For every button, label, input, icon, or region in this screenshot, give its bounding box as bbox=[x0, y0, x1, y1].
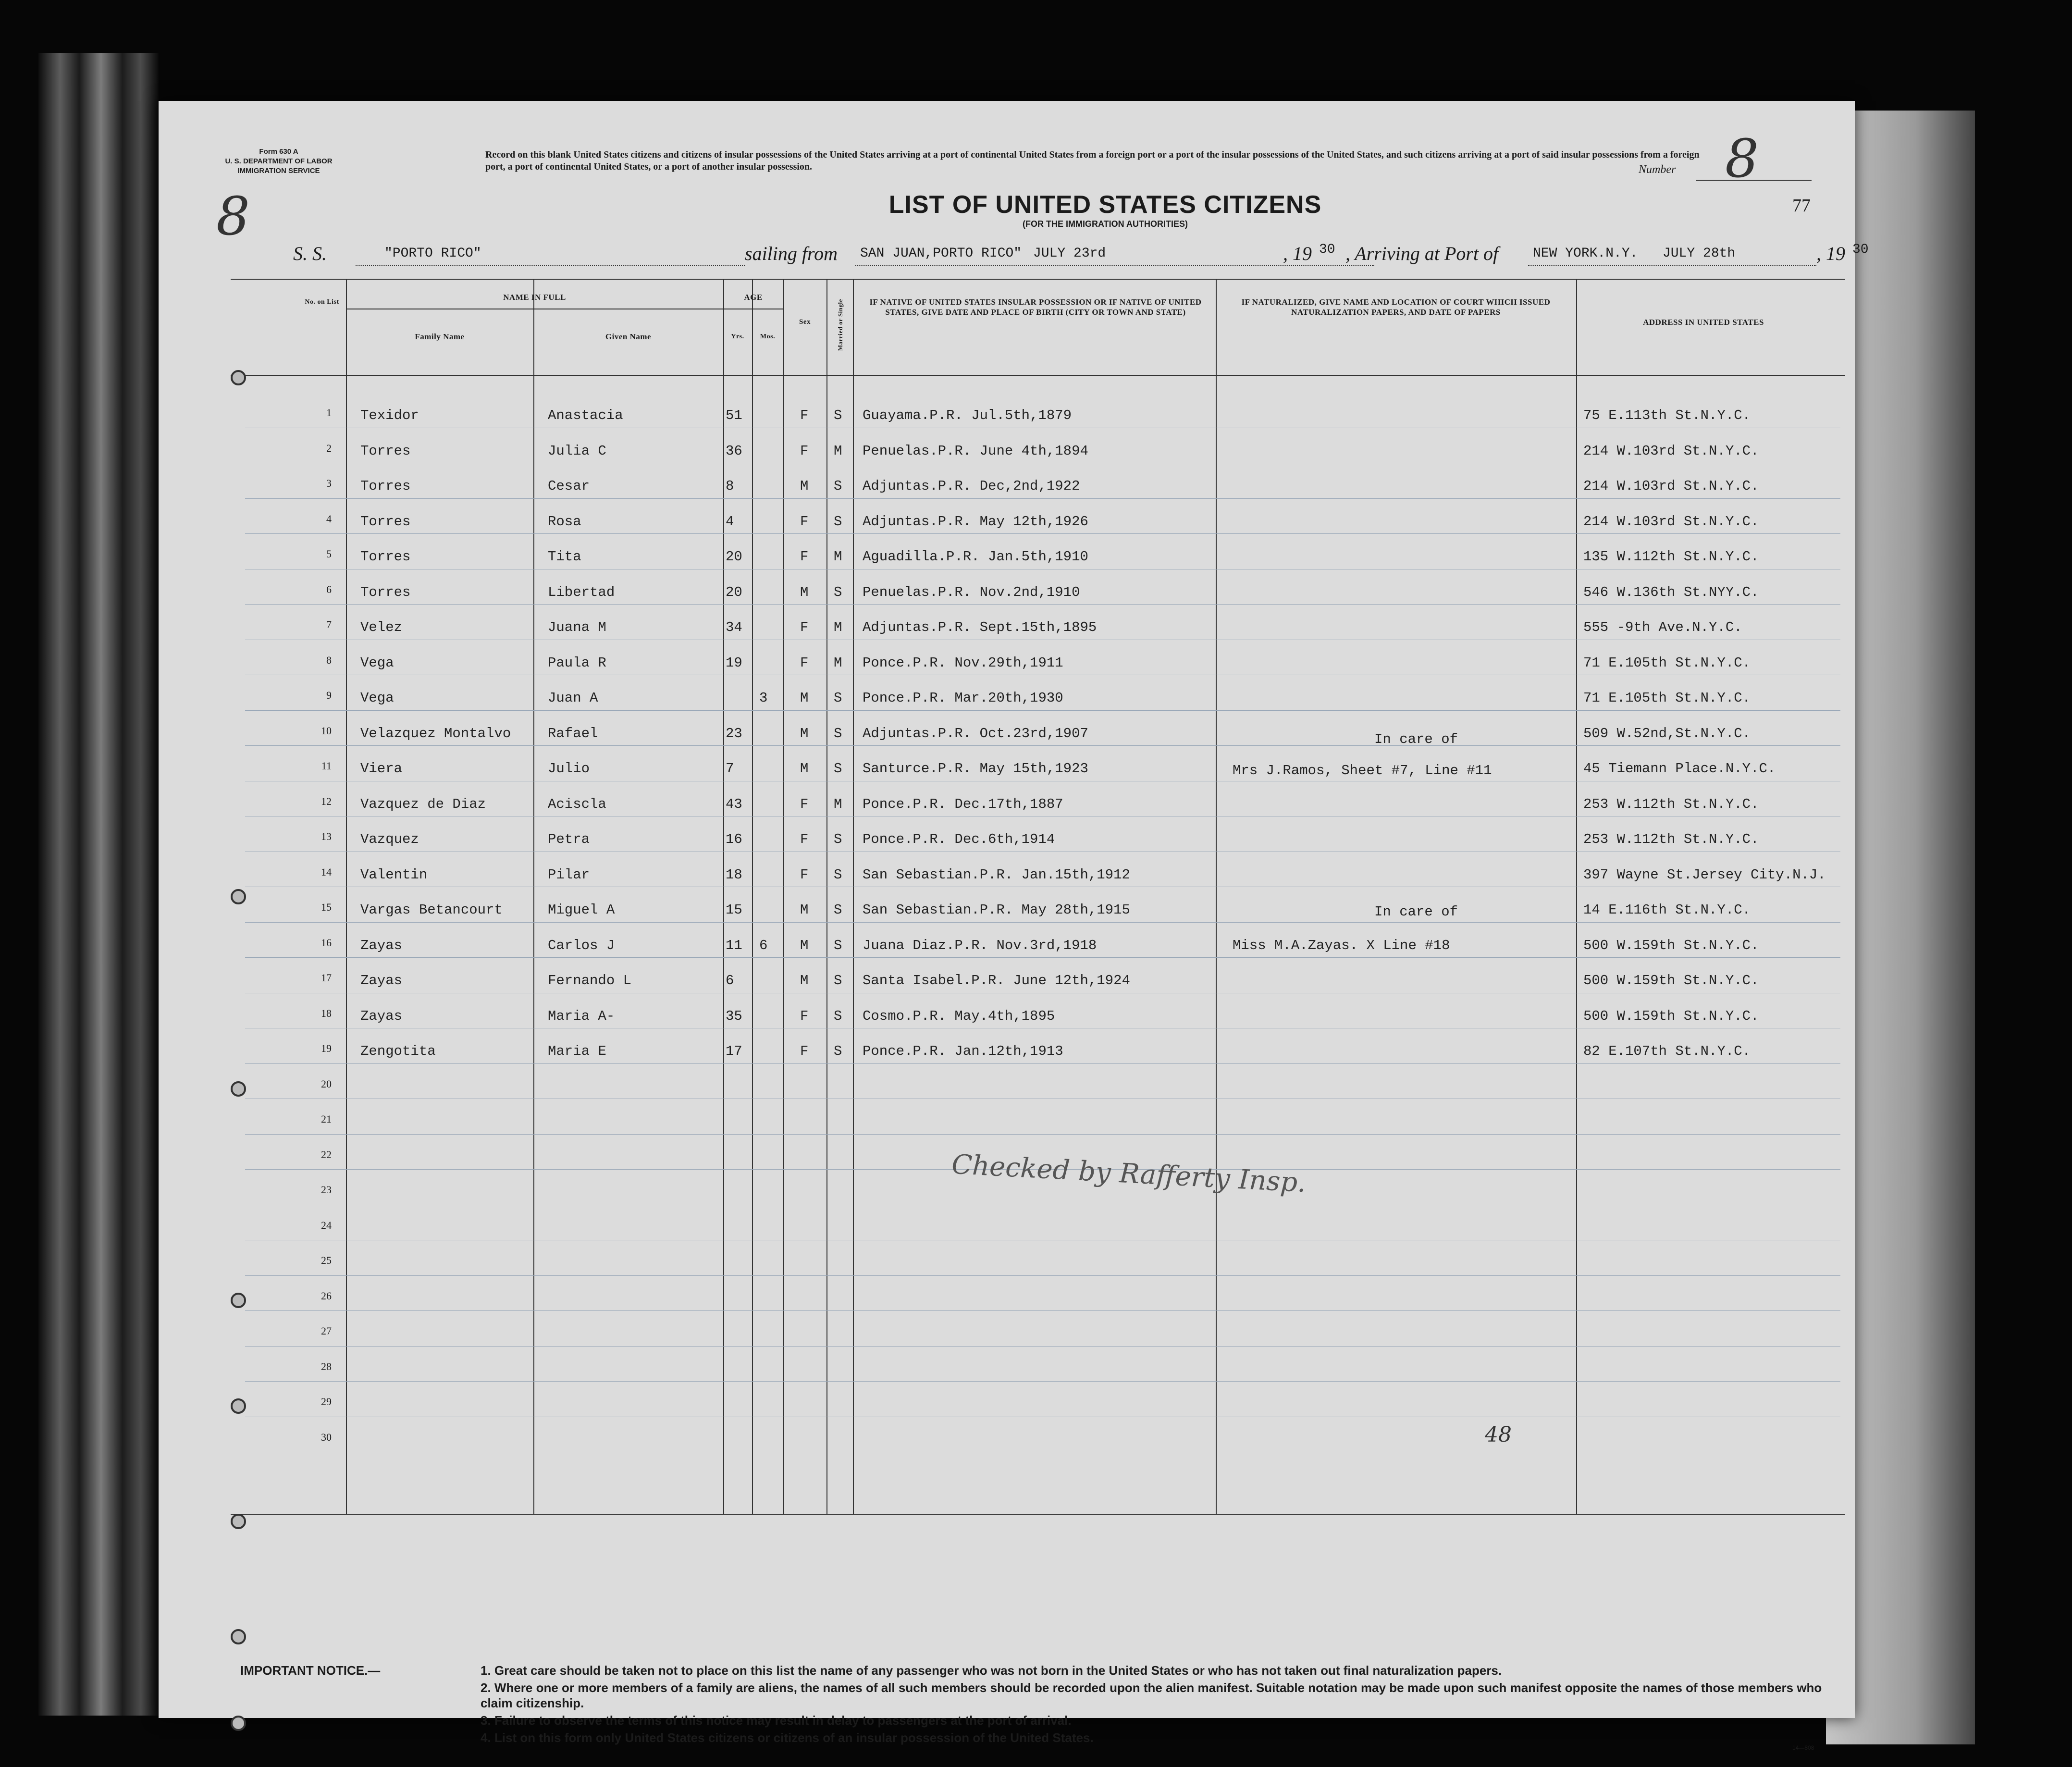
address-cell: 45 Tiemann Place.N.Y.C. bbox=[1583, 761, 1776, 777]
col-line-mos bbox=[783, 279, 784, 1514]
binder-edge bbox=[38, 53, 159, 1716]
address-cell: 71 E.105th St.N.Y.C. bbox=[1583, 655, 1751, 671]
naturalization-cell: In care of bbox=[1374, 731, 1458, 747]
naturalization-cell: In care of bbox=[1374, 904, 1458, 920]
given-name-cell: Tita bbox=[548, 549, 581, 565]
family-name-cell: Zengotita bbox=[360, 1043, 436, 1059]
family-name-cell: Zayas bbox=[360, 937, 403, 953]
marital-status-cell: S bbox=[834, 902, 842, 918]
family-name-cell: Torres bbox=[360, 584, 411, 600]
age-years-cell: 8 bbox=[726, 478, 734, 494]
row-number: 18 bbox=[321, 1007, 332, 1019]
family-name-cell: Torres bbox=[360, 513, 411, 530]
number-underline bbox=[1696, 180, 1812, 181]
address-cell: 397 Wayne St.Jersey City.N.J. bbox=[1583, 866, 1826, 883]
row-number: 24 bbox=[321, 1219, 332, 1231]
row-number: 11 bbox=[321, 760, 332, 772]
row-number: 5 bbox=[326, 548, 332, 560]
header-sex: Sex bbox=[799, 318, 811, 326]
sail-year: 30 bbox=[1319, 242, 1335, 257]
address-cell: 75 E.113th St.N.Y.C. bbox=[1583, 408, 1751, 423]
address-cell: 214 W.103rd St.N.Y.C. bbox=[1583, 513, 1759, 530]
family-name-cell: Zayas bbox=[360, 973, 403, 989]
age-years-cell: 20 bbox=[726, 549, 742, 565]
marital-status-cell: S bbox=[834, 761, 842, 777]
notice-label: IMPORTANT NOTICE.— bbox=[240, 1663, 381, 1678]
row-rule bbox=[245, 1275, 1840, 1276]
sex-cell: M bbox=[800, 902, 809, 918]
row-number: 14 bbox=[321, 865, 332, 878]
birth-place-date-cell: Ponce.P.R. Dec.17th,1887 bbox=[863, 796, 1063, 812]
port-line bbox=[1528, 265, 1816, 266]
address-cell: 82 E.107th St.N.Y.C. bbox=[1583, 1043, 1751, 1059]
row-number: 21 bbox=[321, 1113, 332, 1125]
row-rule bbox=[245, 745, 1840, 746]
marital-status-cell: S bbox=[834, 866, 842, 883]
age-years-cell: 20 bbox=[726, 584, 742, 600]
row-rule bbox=[245, 604, 1840, 605]
sex-cell: F bbox=[800, 513, 809, 530]
col-line-birth bbox=[1216, 279, 1217, 1514]
header-mos: Mos. bbox=[760, 333, 776, 340]
family-name-cell: Vazquez bbox=[360, 831, 419, 847]
department: U. S. DEPARTMENT OF LABOR bbox=[225, 157, 333, 165]
marital-status-cell: M bbox=[834, 655, 842, 671]
age-years-cell: 4 bbox=[726, 513, 734, 530]
age-years-cell: 17 bbox=[726, 1043, 742, 1059]
col-line-given bbox=[723, 279, 724, 1514]
family-name-cell: Velazquez Montalvo bbox=[360, 725, 511, 741]
header-married-single: Married or Single bbox=[837, 299, 844, 351]
row-rule bbox=[245, 922, 1840, 923]
age-years-cell: 23 bbox=[726, 725, 742, 741]
sailing-from: SAN JUAN,PORTO RICO" bbox=[860, 246, 1022, 261]
family-name-cell: Viera bbox=[360, 761, 403, 777]
address-cell: 214 W.103rd St.N.Y.C. bbox=[1583, 443, 1759, 459]
punch-hole bbox=[231, 1716, 246, 1731]
marital-status-cell: M bbox=[834, 443, 842, 459]
age-years-cell: 6 bbox=[726, 973, 734, 989]
birth-place-date-cell: Adjuntas.P.R. Sept.15th,1895 bbox=[863, 619, 1097, 635]
address-cell: 555 -9th Ave.N.Y.C. bbox=[1583, 619, 1742, 635]
service: IMMIGRATION SERVICE bbox=[237, 167, 320, 175]
ship-line bbox=[356, 265, 745, 266]
family-name-cell: Vega bbox=[360, 655, 394, 671]
punch-hole bbox=[231, 1629, 246, 1644]
footer-code: 14—808 bbox=[1792, 1744, 1814, 1751]
sex-cell: F bbox=[800, 408, 809, 423]
family-name-cell: Zayas bbox=[360, 1008, 403, 1024]
arriving-label: , Arriving at Port of bbox=[1345, 243, 1499, 264]
given-name-cell: Julia C bbox=[548, 443, 606, 459]
given-name-cell: Rafael bbox=[548, 725, 598, 741]
col-line-yrs bbox=[752, 279, 753, 1514]
age-months-cell: 3 bbox=[759, 690, 768, 706]
punch-hole bbox=[231, 1081, 246, 1097]
voyage-line bbox=[293, 238, 1869, 267]
col-line-sex bbox=[826, 279, 827, 1514]
age-years-cell: 51 bbox=[726, 408, 742, 423]
notice-item: 2. Where one or more members of a family are aliens, the names of all such members should be recorded upon the alien manifest. Suitable notation may be made upon such manifest opposite the names of those members who claim citizenship. bbox=[481, 1681, 1822, 1710]
row-rule bbox=[245, 1063, 1840, 1064]
birth-place-date-cell: San Sebastian.P.R. May 28th,1915 bbox=[863, 902, 1130, 918]
birth-place-date-cell: Ponce.P.R. Dec.6th,1914 bbox=[863, 831, 1055, 847]
birth-place-date-cell: Ponce.P.R. Nov.29th,1911 bbox=[863, 655, 1063, 671]
notice-item: 1. Great care should be taken not to place on this list the name of any passenger who was not born in the United States or who has not taken out final naturalization papers. bbox=[481, 1663, 1502, 1678]
marital-status-cell: S bbox=[834, 1043, 842, 1059]
family-name-cell: Vega bbox=[360, 690, 394, 706]
marital-status-cell: S bbox=[834, 1008, 842, 1024]
marital-status-cell: S bbox=[834, 937, 842, 953]
given-name-cell: Maria A- bbox=[548, 1008, 615, 1024]
page-subtitle: (FOR THE IMMIGRATION AUTHORITIES) bbox=[1023, 219, 1188, 229]
age-years-cell: 11 bbox=[726, 937, 742, 953]
row-number: 9 bbox=[326, 689, 332, 701]
given-name-cell: Juan A bbox=[548, 690, 598, 706]
birth-place-date-cell: Santa Isabel.P.R. June 12th,1924 bbox=[863, 973, 1130, 989]
address-cell: 253 W.112th St.N.Y.C. bbox=[1583, 831, 1759, 847]
marital-status-cell: S bbox=[834, 513, 842, 530]
marital-status-cell: M bbox=[834, 549, 842, 565]
punch-hole bbox=[231, 1514, 246, 1529]
age-years-cell: 34 bbox=[726, 619, 742, 635]
notice-item: 4. List on this form only United States citizens or citizens of an insular possession of the United States. bbox=[481, 1730, 1094, 1745]
given-name-cell: Fernando L bbox=[548, 973, 632, 989]
header-age: AGE bbox=[744, 293, 763, 302]
given-name-cell: Cesar bbox=[548, 478, 590, 494]
tally-mark: 48 bbox=[1485, 1422, 1512, 1447]
row-number: 4 bbox=[326, 512, 332, 525]
row-rule bbox=[245, 498, 1840, 499]
age-years-cell: 16 bbox=[726, 831, 742, 847]
row-number: 27 bbox=[321, 1325, 332, 1337]
row-rule bbox=[245, 1381, 1840, 1382]
punch-hole bbox=[231, 889, 246, 904]
sex-cell: F bbox=[800, 1008, 809, 1024]
marital-status-cell: S bbox=[834, 478, 842, 494]
page-title: LIST OF UNITED STATES CITIZENS bbox=[888, 191, 1322, 219]
table-bottom-rule bbox=[231, 1514, 1845, 1515]
birth-place-date-cell: Penuelas.P.R. Nov.2nd,1910 bbox=[863, 584, 1080, 600]
row-number: 12 bbox=[321, 795, 332, 807]
birth-place-date-cell: Ponce.P.R. Mar.20th,1930 bbox=[863, 690, 1063, 706]
sex-cell: M bbox=[800, 478, 809, 494]
address-cell: 546 W.136th St.NYY.C. bbox=[1583, 584, 1759, 600]
header-yrs: Yrs. bbox=[731, 333, 744, 340]
given-name-cell: Anastacia bbox=[548, 408, 623, 423]
header-bottom-rule bbox=[231, 375, 1845, 376]
address-cell: 500 W.159th St.N.Y.C. bbox=[1583, 1008, 1759, 1024]
arrival-port: NEW YORK.N.Y. bbox=[1533, 246, 1638, 261]
birth-place-date-cell: Penuelas.P.R. June 4th,1894 bbox=[863, 443, 1088, 459]
address-cell: 500 W.159th St.N.Y.C. bbox=[1583, 937, 1759, 953]
form-number: Form 630 A bbox=[259, 148, 298, 156]
passenger-table bbox=[231, 279, 1845, 1600]
marital-status-cell: S bbox=[834, 690, 842, 706]
age-years-cell: 35 bbox=[726, 1008, 742, 1024]
row-number: 23 bbox=[321, 1184, 332, 1196]
sail-year-prefix: , 19 bbox=[1283, 243, 1312, 264]
sex-cell: F bbox=[800, 866, 809, 883]
age-years-cell: 15 bbox=[726, 902, 742, 918]
punch-hole bbox=[231, 370, 246, 385]
inspector-annotation: Checked by Rafferty Insp. bbox=[950, 1149, 1307, 1199]
age-months-cell: 6 bbox=[759, 937, 768, 953]
marital-status-cell: S bbox=[834, 831, 842, 847]
address-cell: 135 W.112th St.N.Y.C. bbox=[1583, 549, 1759, 565]
col-line-nat bbox=[1576, 279, 1577, 1514]
sex-cell: M bbox=[800, 690, 809, 706]
col-line-no bbox=[346, 279, 347, 1514]
address-cell: 71 E.105th St.N.Y.C. bbox=[1583, 690, 1751, 706]
naturalization-cell: Miss M.A.Zayas. X Line #18 bbox=[1233, 937, 1450, 953]
sex-cell: F bbox=[800, 796, 809, 812]
marital-status-cell: S bbox=[834, 408, 842, 423]
address-cell: 253 W.112th St.N.Y.C. bbox=[1583, 796, 1759, 812]
age-years-cell: 43 bbox=[726, 796, 742, 812]
family-name-cell: Vazquez de Diaz bbox=[360, 796, 486, 812]
family-name-cell: Torres bbox=[360, 478, 411, 494]
col-line-family bbox=[533, 279, 534, 1514]
given-name-cell: Pilar bbox=[548, 866, 590, 883]
row-number: 15 bbox=[321, 901, 332, 913]
ship-name: "PORTO RICO" bbox=[384, 246, 481, 261]
punch-hole bbox=[231, 1398, 246, 1414]
arrival-year: 30 bbox=[1852, 242, 1869, 257]
marital-status-cell: M bbox=[834, 619, 842, 635]
sailing-from-label: sailing from bbox=[745, 243, 838, 264]
age-years-cell: 18 bbox=[726, 866, 742, 883]
header-family-name: Family Name bbox=[415, 332, 465, 341]
age-years-cell: 36 bbox=[726, 443, 742, 459]
marital-status-cell: M bbox=[834, 796, 842, 812]
address-cell: 14 E.116th St.N.Y.C. bbox=[1583, 902, 1751, 918]
row-number: 8 bbox=[326, 654, 332, 666]
birth-place-date-cell: Cosmo.P.R. May.4th,1895 bbox=[863, 1008, 1055, 1024]
family-name-cell: Vargas Betancourt bbox=[360, 902, 503, 918]
given-name-cell: Miguel A bbox=[548, 902, 615, 918]
birth-place-date-cell: Adjuntas.P.R. Oct.23rd,1907 bbox=[863, 725, 1088, 741]
age-years-cell: 7 bbox=[726, 761, 734, 777]
row-number: 25 bbox=[321, 1254, 332, 1266]
address-cell: 214 W.103rd St.N.Y.C. bbox=[1583, 478, 1759, 494]
row-rule bbox=[245, 1346, 1840, 1347]
row-rule bbox=[245, 710, 1840, 711]
notice-item: 3. Failure to observe the terms of this notice may result in delay to passengers at the port of arrival. bbox=[481, 1713, 1072, 1728]
birth-place-date-cell: Juana Diaz.P.R. Nov.3rd,1918 bbox=[863, 937, 1097, 953]
row-number: 1 bbox=[326, 407, 332, 419]
manifest-sheet bbox=[159, 101, 1869, 1751]
family-name-cell: Torres bbox=[360, 443, 411, 459]
naturalization-cell: Mrs J.Ramos, Sheet #7, Line #11 bbox=[1233, 763, 1492, 778]
number-value: 8 bbox=[1725, 128, 1759, 189]
birth-place-date-cell: Adjuntas.P.R. May 12th,1926 bbox=[863, 513, 1088, 530]
ss-label: S. S. bbox=[293, 243, 327, 264]
row-rule bbox=[245, 533, 1840, 534]
header-birth: IF NATIVE OF UNITED STATES INSULAR POSSESSION OR IF NATIVE OF UNITED STATES, GIVE DATE AND PLACE OF BIRTH (CITY OR TOWN AND STATE) bbox=[869, 297, 1202, 317]
table-top-rule bbox=[231, 279, 1845, 280]
given-name-cell: Juana M bbox=[548, 619, 606, 635]
birth-place-date-cell: Ponce.P.R. Jan.12th,1913 bbox=[863, 1043, 1063, 1059]
arrival-date: JULY 28th bbox=[1663, 246, 1736, 261]
sex-cell: F bbox=[800, 831, 809, 847]
sex-cell: M bbox=[800, 725, 809, 741]
row-number: 10 bbox=[321, 724, 332, 737]
row-number: 7 bbox=[326, 618, 332, 630]
sex-cell: F bbox=[800, 549, 809, 565]
age-years-cell: 19 bbox=[726, 655, 742, 671]
family-name-cell: Torres bbox=[360, 549, 411, 565]
sex-cell: F bbox=[800, 1043, 809, 1059]
sex-cell: M bbox=[800, 937, 809, 953]
given-name-cell: Julio bbox=[548, 761, 590, 777]
sex-cell: M bbox=[800, 973, 809, 989]
row-number: 2 bbox=[326, 442, 332, 454]
record-instructions: Record on this blank United States citizens and citizens of insular possessions of the United States arriving at a port of continental United States from a foreign port or a port of the insular possessions of the United States, and such citizens arriving at a port of said insular possessions from a foreign port, a port of continental United States, or a port of another insular possession. bbox=[485, 149, 1700, 172]
header-naturalized: IF NATURALIZED, GIVE NAME AND LOCATION OF COURT WHICH ISSUED NATURALIZATION PAPERS, AND DATE OF PAPERS bbox=[1241, 297, 1551, 317]
row-number: 13 bbox=[321, 830, 332, 842]
given-name-cell: Rosa bbox=[548, 513, 581, 530]
form-identification bbox=[192, 147, 365, 176]
col-line-ms bbox=[853, 279, 854, 1514]
margin-mark: 8 bbox=[216, 185, 250, 247]
given-name-cell: Maria E bbox=[548, 1043, 606, 1059]
address-cell: 509 W.52nd,St.N.Y.C. bbox=[1583, 725, 1751, 741]
given-name-cell: Aciscla bbox=[548, 796, 606, 812]
family-name-cell: Velez bbox=[360, 619, 403, 635]
marital-status-cell: S bbox=[834, 725, 842, 741]
family-name-cell: Valentin bbox=[360, 866, 428, 883]
row-number: 16 bbox=[321, 936, 332, 949]
row-number: 20 bbox=[321, 1077, 332, 1090]
family-name-cell: Texidor bbox=[360, 408, 419, 423]
row-number: 29 bbox=[321, 1396, 332, 1408]
address-cell: 500 W.159th St.N.Y.C. bbox=[1583, 973, 1759, 989]
from-line bbox=[855, 265, 1374, 266]
sex-cell: M bbox=[800, 584, 809, 600]
row-number: 26 bbox=[321, 1289, 332, 1302]
number-label: Number bbox=[1639, 163, 1676, 176]
given-name-cell: Petra bbox=[548, 831, 590, 847]
marital-status-cell: S bbox=[834, 973, 842, 989]
sex-cell: F bbox=[800, 655, 809, 671]
sex-cell: F bbox=[800, 619, 809, 635]
row-number: 3 bbox=[326, 477, 332, 489]
birth-place-date-cell: Santurce.P.R. May 15th,1923 bbox=[863, 761, 1088, 777]
row-number: 19 bbox=[321, 1042, 332, 1054]
row-rule bbox=[245, 1310, 1840, 1311]
header-no-on-list: No. on List bbox=[305, 298, 339, 306]
marital-status-cell: S bbox=[834, 584, 842, 600]
sex-cell: M bbox=[800, 761, 809, 777]
header-given-name: Given Name bbox=[605, 332, 652, 341]
header-name-in-full: NAME IN FULL bbox=[503, 293, 566, 302]
header-address: ADDRESS IN UNITED STATES bbox=[1643, 318, 1764, 327]
given-name-cell: Paula R bbox=[548, 655, 606, 671]
birth-place-date-cell: Guayama.P.R. Jul.5th,1879 bbox=[863, 408, 1072, 423]
row-rule bbox=[245, 1134, 1840, 1135]
sex-cell: F bbox=[800, 443, 809, 459]
row-number: 30 bbox=[321, 1431, 332, 1443]
row-number: 22 bbox=[321, 1148, 332, 1161]
row-number: 6 bbox=[326, 583, 332, 595]
birth-place-date-cell: Adjuntas.P.R. Dec,2nd,1922 bbox=[863, 478, 1080, 494]
given-name-cell: Carlos J bbox=[548, 937, 615, 953]
given-name-cell: Libertad bbox=[548, 584, 615, 600]
birth-place-date-cell: Aguadilla.P.R. Jan.5th,1910 bbox=[863, 549, 1088, 565]
sail-date: JULY 23rd bbox=[1033, 246, 1106, 261]
arrival-year-prefix: , 19 bbox=[1816, 243, 1845, 264]
row-rule bbox=[245, 957, 1840, 958]
row-number: 28 bbox=[321, 1360, 332, 1372]
page-number: 77 bbox=[1792, 196, 1811, 216]
row-number: 17 bbox=[321, 972, 332, 984]
birth-place-date-cell: San Sebastian.P.R. Jan.15th,1912 bbox=[863, 866, 1130, 883]
punch-hole bbox=[231, 1293, 246, 1308]
